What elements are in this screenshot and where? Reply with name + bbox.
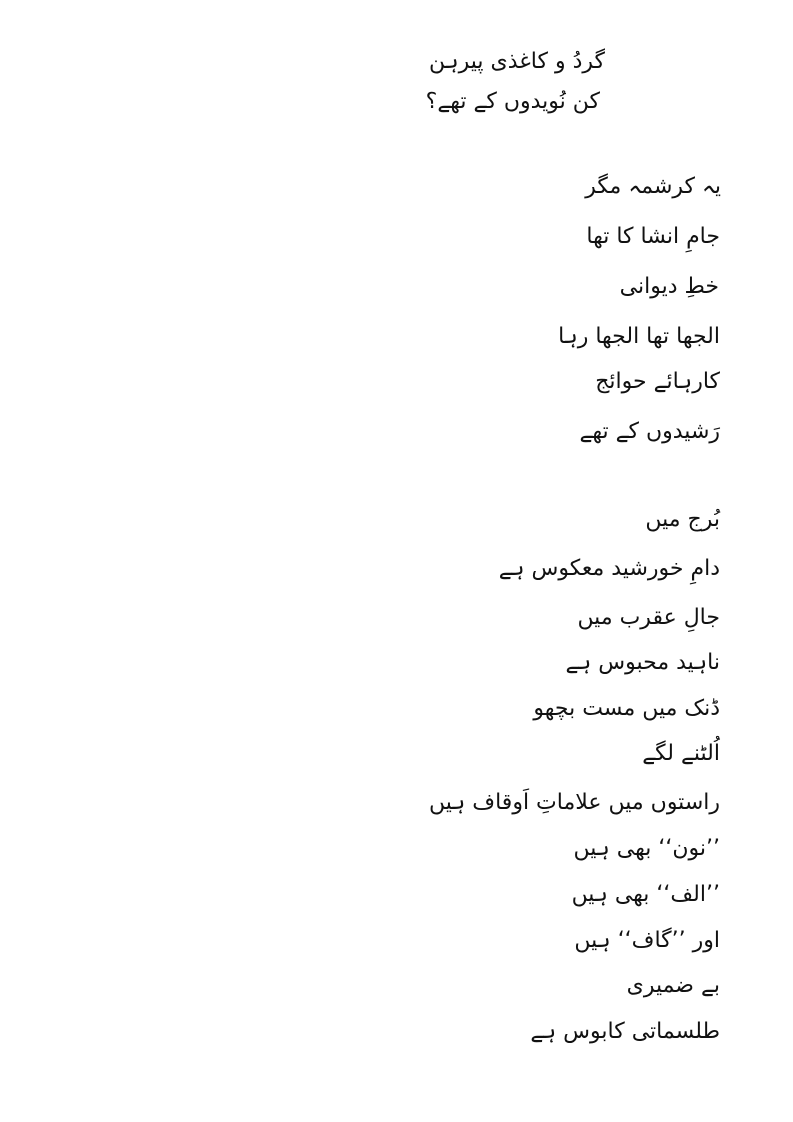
poem-line: گردُ و کاغذی پیرہن	[429, 49, 605, 74]
poem-line: جامِ انشا کا تھا	[586, 224, 720, 249]
poem-line: ناہید محبوس ہے	[565, 650, 720, 675]
poem-line: رَشیدوں کے تھے	[579, 419, 720, 444]
poem-line: بُرج میں	[645, 507, 720, 532]
poem-line: جالِ عقرب میں	[577, 605, 720, 630]
poem-line: الجھا تھا الجھا رہا	[558, 324, 720, 349]
poem-line: اور ’’گاف‘‘ ہیں	[574, 928, 720, 953]
poem-line: راستوں میں علاماتِ اَوقاف ہیں	[429, 790, 720, 815]
poem-line: یہ کرشمہ مگر	[585, 174, 721, 199]
poem-line: ’’الف‘‘ بھی ہیں	[571, 882, 720, 907]
poem-line: طلسماتی کابوس ہے	[530, 1019, 720, 1044]
poem-line: ڈنک میں مست بچھو	[533, 696, 720, 721]
poem-line: بے ضمیری	[626, 973, 720, 998]
poem-line: کارہائے حوائج	[595, 369, 720, 394]
poem-line: کن نُویدوں کے تھے؟	[425, 89, 600, 114]
poem-line: خطِ دیوانی	[619, 274, 719, 299]
poem-line: اُلٹنے لگے	[642, 741, 720, 766]
poem-line: ’’نون‘‘ بھی ہیں	[573, 836, 720, 861]
poem-line: دامِ خورشید معکوس ہے	[498, 556, 720, 581]
